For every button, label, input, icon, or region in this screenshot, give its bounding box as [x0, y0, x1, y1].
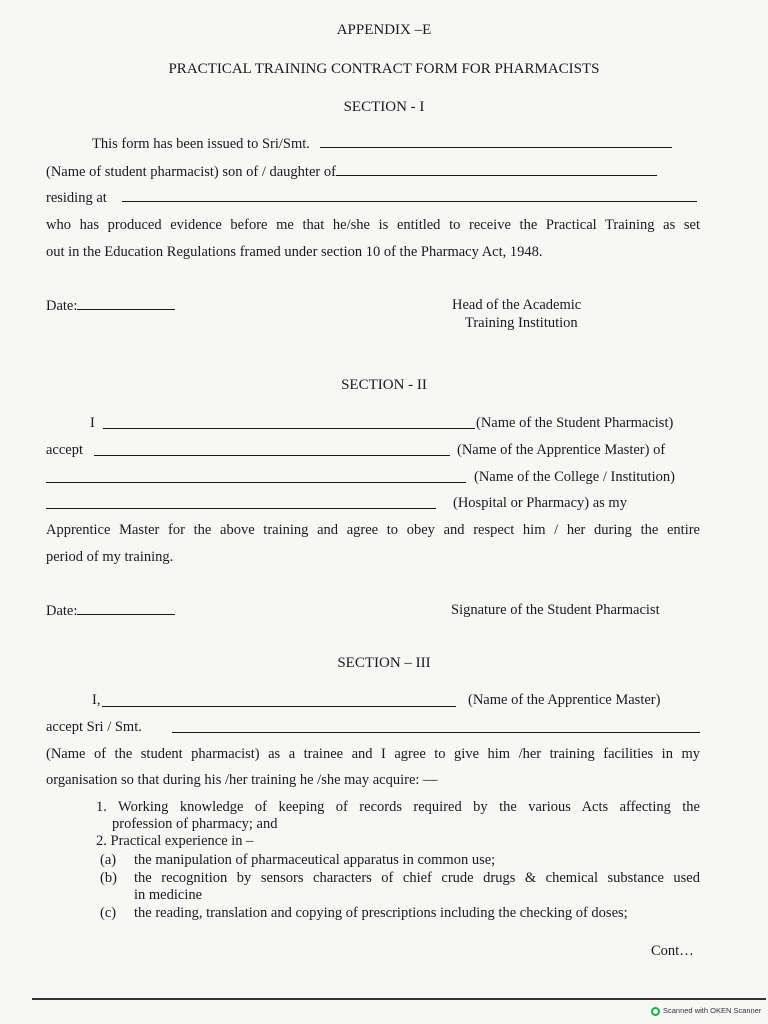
head-line-2: Training Institution	[465, 315, 578, 331]
section-2-date	[46, 602, 175, 620]
scanner-text: Scanned with OKEN Scanner	[663, 1006, 762, 1015]
residing-line	[46, 189, 697, 207]
accept-sri-blank[interactable]	[172, 720, 700, 733]
item-1-line-2: profession of pharmacy; and	[112, 816, 278, 832]
sub-b-label: (b)	[100, 870, 117, 886]
student-name-line	[46, 163, 657, 181]
head-line-1: Head of the Academic	[452, 297, 582, 313]
evidence-line-2: out in the Education Regulations framed under section 10 of the Pharmacy Act, 1948.	[46, 244, 543, 260]
continued-label: Cont…	[651, 943, 694, 959]
evidence-line-1: who has produced evidence before me that he/she is entitled to receive the Practical Training as set	[46, 217, 700, 233]
college-name-blank[interactable]	[46, 470, 466, 483]
bottom-rule	[32, 998, 766, 1000]
date-blank[interactable]	[77, 297, 175, 310]
section-2-heading: SECTION - II	[341, 377, 427, 393]
trainee-line-2: organisation so that during his /her training he /she may acquire: —	[46, 772, 438, 788]
student-signature-label: Signature of the Student Pharmacist	[451, 602, 660, 618]
form-title: PRACTICAL TRAINING CONTRACT FORM FOR PHARMACISTS	[168, 61, 600, 77]
item-1-line-1: 1. Working knowledge of keeping of records required by the various Acts affecting the	[96, 799, 700, 815]
sub-b-line-1: the recognition by sensors characters of chief crude drugs & chemical substance used	[134, 870, 700, 886]
parent-name-blank[interactable]	[336, 163, 657, 176]
sub-c-text: the reading, translation and copying of prescriptions including the checking of doses;	[134, 905, 628, 921]
hospital-caption: (Hospital or Pharmacy) as my	[453, 495, 627, 511]
apprentice-line: Apprentice Master for the above training and agree to obey and respect him / her during the entire	[46, 522, 700, 538]
sub-a-text: the manipulation of pharmaceutical apparatus in common use;	[134, 852, 496, 868]
issued-to-label: This form has been issued to Sri/Smt.	[92, 136, 310, 152]
issued-to-blank[interactable]	[320, 135, 672, 148]
date-label-2: Date:	[46, 603, 78, 619]
student-name-blank[interactable]	[103, 416, 475, 429]
sub-b-line-2: in medicine	[134, 887, 203, 903]
sub-a-label: (a)	[100, 852, 117, 868]
section-1-date	[46, 297, 175, 315]
section-3-heading: SECTION – III	[337, 655, 431, 671]
accept-label: accept	[46, 442, 84, 458]
issued-to-line	[92, 135, 672, 153]
item-2: 2. Practical experience in –	[96, 833, 254, 849]
section-1-heading: SECTION - I	[343, 99, 425, 115]
trainee-line-1: (Name of the student pharmacist) as a trainee and I agree to give him /her training facilities in my	[46, 746, 700, 762]
i-label: I	[90, 415, 95, 431]
date-label: Date:	[46, 298, 78, 314]
residing-label: residing at	[46, 190, 107, 206]
student-name-label: (Name of student pharmacist) son of / daughter of	[46, 164, 336, 180]
accept-sri-label: accept Sri / Smt.	[46, 719, 142, 735]
apprentice-master-blank[interactable]	[102, 694, 456, 707]
scanner-watermark	[651, 1006, 761, 1016]
appendix-label: APPENDIX –E	[336, 22, 432, 38]
master-name-caption: (Name of the Apprentice Master) of	[457, 442, 666, 458]
hospital-blank[interactable]	[46, 496, 436, 509]
student-name-caption: (Name of the Student Pharmacist)	[476, 415, 674, 431]
i-comma-label: I,	[92, 692, 101, 708]
college-name-caption: (Name of the College / Institution)	[474, 469, 675, 485]
sub-c-label: (c)	[100, 905, 117, 921]
date-blank-2[interactable]	[77, 602, 175, 615]
master-name-blank[interactable]	[94, 443, 450, 456]
scanner-logo-icon	[651, 1007, 660, 1016]
residing-blank[interactable]	[122, 189, 697, 202]
period-line: period of my training.	[46, 549, 174, 565]
apprentice-master-caption: (Name of the Apprentice Master)	[468, 692, 661, 708]
